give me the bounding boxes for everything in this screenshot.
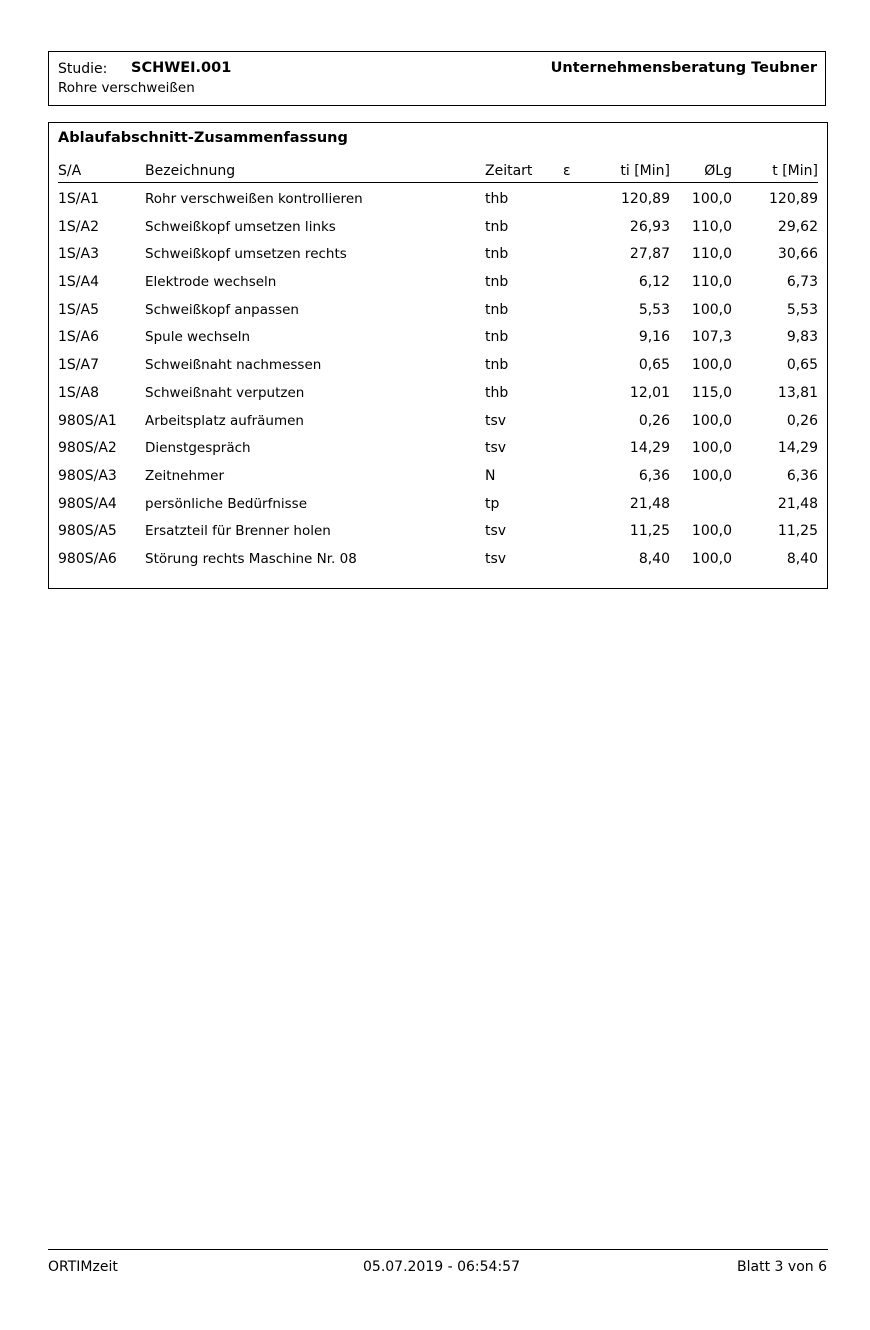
cell-lg: 100,0: [691, 440, 732, 457]
cell-zeitart: tnb: [485, 274, 509, 291]
cell-zeitart: tp: [485, 495, 500, 512]
cell-ti: 27,87: [629, 246, 670, 263]
cell-zeitart: thb: [485, 384, 509, 401]
table-row: [58, 187, 818, 215]
studie-label: Studie:: [58, 61, 108, 77]
table-row: [58, 547, 818, 575]
cell-t: 29,62: [777, 218, 818, 235]
cell-ti: 14,29: [629, 440, 670, 457]
cell-lg: 110,0: [691, 246, 732, 263]
col-header-epsilon: ε: [563, 163, 571, 179]
table-row: [58, 215, 818, 243]
cell-lg: 100,0: [691, 467, 732, 484]
cell-bezeichnung: Ersatzteil für Brenner holen: [145, 523, 331, 540]
cell-t: 14,29: [777, 440, 818, 457]
studie-description: Rohre verschweißen: [58, 80, 195, 96]
cell-sa: 1S/A2: [58, 218, 99, 235]
table-row: [58, 353, 818, 381]
cell-bezeichnung: Dienstgespräch: [145, 440, 251, 457]
cell-bezeichnung: Elektrode wechseln: [145, 274, 277, 291]
cell-t: 120,89: [769, 191, 818, 207]
cell-t: 0,26: [786, 412, 818, 429]
table-row: [58, 519, 818, 547]
study-header: [48, 51, 826, 106]
cell-t: 13,81: [777, 384, 818, 401]
cell-zeitart: tsv: [485, 550, 507, 567]
cell-t: 9,83: [786, 329, 818, 346]
cell-bezeichnung: Störung rechts Maschine Nr. 08: [145, 550, 357, 567]
table-body: [58, 187, 818, 575]
cell-sa: 1S/A5: [58, 301, 99, 318]
summary-section: [48, 122, 828, 589]
cell-ti: 26,93: [629, 218, 670, 235]
cell-bezeichnung: Arbeitsplatz aufräumen: [145, 412, 304, 429]
col-header-zeitart: Zeitart: [485, 163, 533, 179]
table-row: [58, 298, 818, 326]
cell-ti: 6,12: [638, 274, 670, 291]
col-header-t: t [Min]: [772, 163, 818, 179]
cell-sa: 980S/A5: [58, 523, 117, 540]
footer-app-name: ORTIMzeit: [48, 1259, 118, 1275]
cell-lg: 100,0: [691, 191, 732, 207]
cell-sa: 1S/A6: [58, 329, 99, 346]
cell-bezeichnung: Rohr verschweißen kontrollieren: [145, 191, 363, 207]
cell-ti: 9,16: [638, 329, 670, 346]
cell-zeitart: tsv: [485, 523, 507, 540]
table-row: [58, 381, 818, 409]
footer-timestamp: 05.07.2019 - 06:54:57: [363, 1259, 520, 1275]
studie-value: SCHWEI.001: [131, 60, 232, 76]
col-header-bezeichnung: Bezeichnung: [145, 163, 236, 179]
cell-sa: 980S/A2: [58, 440, 117, 457]
cell-bezeichnung: Schweißnaht verputzen: [145, 384, 305, 401]
cell-lg: 100,0: [691, 412, 732, 429]
table-row: [58, 270, 818, 298]
cell-t: 21,48: [777, 495, 818, 512]
cell-zeitart: tnb: [485, 246, 509, 263]
cell-t: 6,73: [786, 274, 818, 291]
cell-sa: 1S/A3: [58, 246, 99, 263]
cell-zeitart: tnb: [485, 357, 509, 374]
cell-ti: 8,40: [638, 550, 670, 567]
cell-t: 30,66: [777, 246, 818, 263]
cell-t: 8,40: [786, 550, 818, 567]
cell-ti: 0,65: [638, 357, 670, 374]
cell-lg: 110,0: [691, 274, 732, 291]
table-row: [58, 436, 818, 464]
table-row: [58, 409, 818, 437]
cell-ti: 11,25: [629, 523, 670, 540]
footer-page-number: Blatt 3 von 6: [737, 1259, 827, 1275]
table-row: [58, 325, 818, 353]
cell-zeitart: tsv: [485, 412, 507, 429]
col-header-lg: ØLg: [704, 163, 732, 179]
cell-ti: 6,36: [638, 467, 670, 484]
table-row: [58, 464, 818, 492]
cell-sa: 980S/A6: [58, 550, 117, 567]
cell-ti: 12,01: [629, 384, 670, 401]
cell-bezeichnung: Schweißkopf umsetzen links: [145, 218, 336, 235]
cell-t: 0,65: [786, 357, 818, 374]
cell-lg: 107,3: [691, 329, 732, 346]
cell-lg: 100,0: [691, 550, 732, 567]
cell-t: 5,53: [786, 301, 818, 318]
cell-bezeichnung: Spule wechseln: [145, 329, 251, 346]
cell-lg: 100,0: [691, 301, 732, 318]
cell-sa: 1S/A8: [58, 384, 99, 401]
cell-t: 11,25: [777, 523, 818, 540]
cell-sa: 1S/A1: [58, 191, 99, 207]
cell-lg: 110,0: [691, 218, 732, 235]
cell-sa: 1S/A7: [58, 357, 99, 374]
cell-ti: 0,26: [638, 412, 670, 429]
table-row: [58, 242, 818, 270]
col-header-ti: ti [Min]: [620, 163, 670, 179]
cell-ti: 5,53: [638, 301, 670, 318]
company-name: Unternehmensberatung Teubner: [550, 60, 817, 76]
cell-sa: 980S/A4: [58, 495, 117, 512]
cell-zeitart: tnb: [485, 218, 509, 235]
cell-bezeichnung: persönliche Bedürfnisse: [145, 495, 308, 512]
table-header: [58, 161, 818, 183]
cell-bezeichnung: Zeitnehmer: [145, 467, 225, 484]
cell-zeitart: N: [485, 467, 496, 484]
table-row: [58, 492, 818, 520]
cell-zeitart: tnb: [485, 301, 509, 318]
cell-zeitart: tsv: [485, 440, 507, 457]
cell-bezeichnung: Schweißkopf umsetzen rechts: [145, 246, 347, 263]
cell-zeitart: thb: [485, 191, 509, 207]
cell-t: 6,36: [786, 467, 818, 484]
col-header-sa: S/A: [58, 163, 82, 179]
cell-ti: 21,48: [629, 495, 670, 512]
footer-divider: [48, 1249, 828, 1250]
cell-lg: 100,0: [691, 357, 732, 374]
cell-sa: 1S/A4: [58, 274, 99, 291]
cell-zeitart: tnb: [485, 329, 509, 346]
cell-sa: 980S/A1: [58, 412, 117, 429]
cell-sa: 980S/A3: [58, 467, 117, 484]
cell-bezeichnung: Schweißkopf anpassen: [145, 301, 299, 318]
section-title: Ablaufabschnitt-Zusammenfassung: [58, 130, 348, 146]
cell-bezeichnung: Schweißnaht nachmessen: [145, 357, 322, 374]
cell-lg: 115,0: [691, 384, 732, 401]
cell-ti: 120,89: [621, 191, 670, 207]
cell-lg: 100,0: [691, 523, 732, 540]
